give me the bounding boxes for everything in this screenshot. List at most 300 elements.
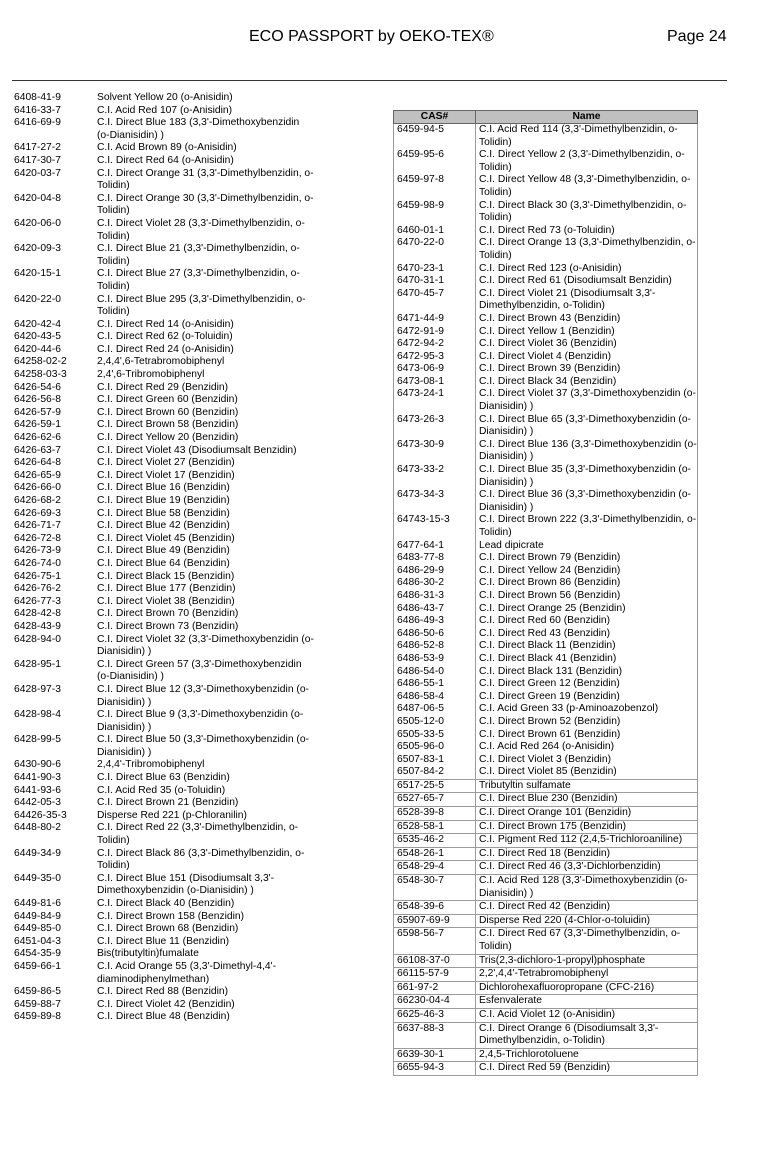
table-row [394,901,698,915]
list-item [14,822,314,847]
cas-number: 6486-43-7 [394,603,476,616]
cas-number: 6486-52-8 [394,640,476,653]
substance-name: C.I. Direct Violet 17 (Benzidin) [97,469,235,481]
table-row [394,793,698,807]
substance-name: C.I. Acid Violet 12 (o-Anisidin) [476,1008,698,1022]
substance-name: C.I. Direct Brown 68 (Benzidin) [97,923,239,935]
substance-name: C.I. Direct Violet 21 (Disodiumsalt 3,3'-Dimethylbenzidin, o-Tolidin) [476,288,698,313]
page-number: Page 24 [667,28,727,45]
substance-name: Tris(2,3-dichloro-1-propyl)phosphate [476,954,698,968]
cas-number: 6598-56-7 [394,928,476,954]
cas-number: 6473-24-1 [394,388,476,413]
cas-number: 6505-96-0 [394,741,476,754]
list-item [14,986,314,999]
substance-name: C.I. Direct Black 41 (Benzidin) [476,653,698,666]
substance-name: C.I. Direct Brown 73 (Benzidin) [97,620,239,632]
substance-name: C.I. Direct Black 86 (3,3'-Dimethylbenzidin, o-Tolidin) [97,847,305,872]
substance-name: C.I. Direct Violet 32 (3,3'-Dimethoxybenzidin (o-Dianisidin) ) [97,633,314,658]
table-row [394,807,698,821]
list-item [14,243,314,268]
cas-number: 64258-02-2 [14,356,67,368]
table-row [394,968,698,982]
table-row [394,489,698,514]
substance-name: C.I. Direct Brown 222 (3,3'-Dimethylbenzidin, o-Tolidin) [476,514,698,539]
list-item [14,608,314,621]
substance-name: C.I. Direct Blue 27 (3,3'-Dimethylbenzidin, o-Tolidin) [97,268,300,292]
cas-number: 6426-63-7 [14,444,61,456]
cas-number: 6507-84-2 [394,766,476,779]
substance-name: C.I. Direct Orange 30 (3,3'-Dimethylbenzidin, o-Tolidin) [97,192,314,217]
cas-number: 6459-66-1 [14,960,61,972]
list-item [14,117,314,142]
substance-name: C.I. Acid Red 128 (3,3'-Dimethoxybenzidin (o-Dianisidin) ) [476,875,698,901]
substance-name: C.I. Direct Brown 52 (Benzidin) [476,716,698,729]
cas-number: 6459-95-6 [394,149,476,174]
substance-name: C.I. Direct Blue 50 (3,3'-Dimethoxybenzidin (o-Dianisidin) ) [97,734,309,758]
substance-name: C.I. Direct Brown 61 (Benzidin) [476,729,698,742]
cas-number: 6459-88-7 [14,998,61,1010]
list-item [14,571,314,584]
table-row [394,703,698,716]
substance-name: C.I. Direct Black 11 (Benzidin) [476,640,698,653]
substance-name: C.I. Acid Brown 89 (o-Anisidin) [97,142,237,154]
cas-number: 6420-04-8 [14,192,61,204]
substance-name: C.I. Direct Green 19 (Benzidin) [476,691,698,704]
substance-name: C.I. Acid Green 33 (p-Aminoazobenzol) [476,703,698,716]
substance-name: Dichlorohexafluoropropane (CFC-216) [476,981,698,995]
list-item [14,482,314,495]
substance-name: C.I. Direct Black 15 (Benzidin) [97,570,235,582]
substance-name: C.I. Direct Red 62 (o-Toluidin) [97,331,233,343]
substance-name: C.I. Direct Blue 295 (3,3'-Dimethylbenzidin, o-Tolidin) [97,293,306,318]
table-row [394,275,698,288]
table-row [394,237,698,262]
table-row [394,628,698,641]
cas-number: 6625-46-3 [394,1008,476,1022]
table-row [394,716,698,729]
substance-name: C.I. Direct Red 61 (Disodiumsalt Benzidin) [476,275,698,288]
left-substance-list [14,92,314,1024]
substance-name: C.I. Direct Red 73 (o-Toluidin) [476,225,698,238]
substance-name: C.I. Direct Violet 4 (Benzidin) [476,351,698,364]
cas-number: 6486-30-2 [394,577,476,590]
cas-number: 6459-86-5 [14,986,61,998]
table-row [394,914,698,928]
cas-number: 6428-97-3 [14,683,61,695]
list-item [14,923,314,936]
table-row [394,666,698,679]
substance-name: C.I. Direct Blue 42 (Benzidin) [97,520,230,532]
cas-number: 6428-43-9 [14,620,61,632]
table-row [394,313,698,326]
list-item [14,419,314,432]
substance-name: C.I. Direct Blue 48 (Benzidin) [97,1011,230,1023]
substance-name: C.I. Direct Red 42 (Benzidin) [476,901,698,915]
list-item [14,734,314,759]
cas-number: 6548-39-6 [394,901,476,915]
substance-name: C.I. Acid Red 107 (o-Anisidin) [97,104,233,116]
cas-number: 6426-59-1 [14,419,61,431]
header-divider [12,80,727,81]
table-row [394,263,698,276]
list-item [14,168,314,193]
table-header-row [394,111,698,124]
list-item [14,558,314,571]
table-row [394,174,698,199]
list-item [14,432,314,445]
substance-name: C.I. Direct Violet 36 (Benzidin) [476,338,698,351]
list-item [14,596,314,609]
cas-number: 6505-33-5 [394,729,476,742]
cas-number: 6454-35-9 [14,948,61,960]
list-item [14,331,314,344]
table-row [394,388,698,413]
cas-number: 6486-58-4 [394,691,476,704]
cas-number: 6426-69-3 [14,507,61,519]
substance-name: C.I. Direct Red 14 (o-Anisidin) [97,318,234,330]
list-item [14,961,314,986]
list-item [14,785,314,798]
cas-number: 6426-66-0 [14,482,61,494]
table-row [394,847,698,861]
table-row [394,954,698,968]
cas-number: 6449-35-0 [14,872,61,884]
cas-number: 6408-41-9 [14,92,61,103]
list-item [14,634,314,659]
cas-number: 6470-45-7 [394,288,476,313]
cas-number: 6420-06-0 [14,217,61,229]
cas-number: 6528-58-1 [394,820,476,834]
substance-name: C.I. Direct Red 88 (Benzidin) [97,986,229,998]
list-item [14,356,314,369]
list-item [14,999,314,1012]
substance-name: C.I. Direct Black 30 (3,3'-Dimethylbenzidin, o-Tolidin) [476,200,698,225]
cas-number: 6426-77-3 [14,595,61,607]
cas-number: 6426-71-7 [14,520,61,532]
list-item [14,268,314,293]
right-substance-table [393,110,698,1076]
cas-number: 6441-90-3 [14,772,61,784]
cas-number: 6459-89-8 [14,1011,61,1023]
substance-name: C.I. Direct Blue 151 (Disodiumsalt 3,3'-Dimethoxybenzidin (o-Dianisidin) ) [97,872,275,897]
substance-name: C.I. Direct Red 43 (Benzidin) [476,628,698,641]
cas-number: 6473-33-2 [394,464,476,489]
cas-number: 6426-72-8 [14,532,61,544]
substance-name: C.I. Direct Brown 43 (Benzidin) [476,313,698,326]
table-row [394,288,698,313]
table-row [394,640,698,653]
substance-name: C.I. Direct Orange 13 (3,3'-Dimethylbenzidin, o-Tolidin) [476,237,698,262]
cas-number: 6428-98-4 [14,709,61,721]
substance-name: C.I. Direct Red 59 (Benzidin) [476,1062,698,1076]
substance-name: Disperse Red 221 (p-Chloranilin) [97,809,247,821]
list-item [14,621,314,634]
substance-name: C.I. Acid Red 114 (3,3'-Dimethylbenzidin, o-Tolidin) [476,124,698,150]
cas-number: 6470-31-1 [394,275,476,288]
substance-name: C.I. Direct Blue 58 (Benzidin) [97,507,230,519]
cas-number: 6527-65-7 [394,793,476,807]
substance-name: C.I. Direct Black 40 (Benzidin) [97,898,235,909]
cas-number: 6486-49-3 [394,615,476,628]
list-item [14,772,314,785]
substance-name: 2,4',6-Tribromobiphenyl [97,369,205,381]
cas-number: 6426-62-6 [14,432,61,444]
cas-number: 6473-34-3 [394,489,476,514]
table-row [394,577,698,590]
substance-name: C.I. Direct Blue 12 (3,3'-Dimethoxybenzidin (o-Dianisidin) ) [97,683,309,708]
substance-name: C.I. Direct Blue 9 (3,3'-Dimethoxybenzidin (o-Dianisidin) ) [97,709,304,733]
substance-name: C.I. Direct Orange 6 (Disodiumsalt 3,3'-Dimethylbenzidin, o-Tolidin) [476,1022,698,1048]
substance-name: C.I. Direct Blue 21 (3,3'-Dimethylbenzidin, o-Tolidin) [97,243,300,267]
table-row [394,439,698,464]
list-item [14,407,314,420]
list-item [14,218,314,243]
cas-number: 6535-46-2 [394,834,476,848]
substance-name: C.I. Direct Blue 177 (Benzidin) [97,583,236,595]
table-row [394,981,698,995]
table-row [394,691,698,704]
list-item [14,659,314,684]
substance-name: C.I. Direct Red 123 (o-Anisidin) [476,263,698,276]
substance-name: C.I. Direct Brown 21 (Benzidin) [97,797,239,809]
substance-name: C.I. Direct Violet 42 (Benzidin) [97,998,235,1010]
cas-number: 6639-30-1 [394,1048,476,1062]
cas-number: 6448-80-2 [14,822,61,834]
cas-number: 6426-68-2 [14,495,61,506]
substance-name: Tributyltin sulfamate [476,779,698,793]
cas-number: 6426-64-8 [14,457,61,469]
substance-name: C.I. Direct Brown 79 (Benzidin) [476,552,698,565]
list-item [14,583,314,596]
substance-name: C.I. Direct Blue 230 (Benzidin) [476,793,698,807]
list-item [14,394,314,407]
table-row [394,200,698,225]
name-column-header: Name [476,111,698,124]
cas-number: 6449-85-0 [14,923,61,935]
table-row [394,741,698,754]
cas-number: 6473-08-1 [394,376,476,389]
cas-number: 64258-03-3 [14,369,67,381]
cas-number: 6442-05-3 [14,797,61,809]
substance-name: 2,2',4,4'-Tetrabromobiphenyl [476,968,698,982]
cas-number: 6548-30-7 [394,875,476,901]
cas-number: 6548-29-4 [394,861,476,875]
substance-name: Disperse Red 220 (4-Chlor-o-toluidin) [476,914,698,928]
cas-number: 6426-56-8 [14,394,61,406]
cas-number: 6548-26-1 [394,847,476,861]
cas-number: 6637-88-3 [394,1022,476,1048]
table-row [394,820,698,834]
cas-number: 6428-42-8 [14,608,61,620]
cas-number: 6420-22-0 [14,293,61,305]
cas-number: 6477-64-1 [394,540,476,553]
substance-name: Solvent Yellow 20 (o-Anisidin) [97,92,233,103]
list-item [14,684,314,709]
list-item [14,797,314,810]
substance-name: C.I. Direct Red 67 (3,3'-Dimethylbenzidin, o-Tolidin) [476,928,698,954]
table-row [394,225,698,238]
substance-name: C.I. Direct Blue 183 (3,3'-Dimethoxybenzidin (o-Dianisidin) ) [97,117,300,141]
cas-number: 6426-73-9 [14,545,61,557]
list-item [14,382,314,395]
substance-name: C.I. Direct Brown 56 (Benzidin) [476,590,698,603]
table-row [394,875,698,901]
cas-number: 6428-95-1 [14,658,61,670]
cas-number: 6459-94-5 [394,124,476,150]
cas-number: 6472-94-2 [394,338,476,351]
cas-number: 6487-06-5 [394,703,476,716]
list-item [14,319,314,332]
cas-number: 6441-93-6 [14,784,61,796]
substance-name: C.I. Acid Orange 55 (3,3'-Dimethyl-4,4'-diaminodiphenylmethan) [97,960,277,985]
cas-number: 6428-99-5 [14,734,61,746]
cas-number: 6505-12-0 [394,716,476,729]
substance-name: C.I. Direct Red 64 (o-Anisidin) [97,154,234,166]
substance-name: C.I. Direct Blue 19 (Benzidin) [97,495,230,506]
substance-name: C.I. Direct Black 131 (Benzidin) [476,666,698,679]
cas-number: 6420-15-1 [14,268,61,280]
table-row [394,540,698,553]
table-row [394,729,698,742]
list-item [14,92,314,105]
table-row [394,565,698,578]
substance-name: C.I. Direct Violet 85 (Benzidin) [476,766,698,779]
cas-number: 6471-44-9 [394,313,476,326]
substance-name: C.I. Direct Yellow 2 (3,3'-Dimethylbenzidin, o-Tolidin) [476,149,698,174]
list-item [14,948,314,961]
cas-number: 66230-04-4 [394,995,476,1009]
list-item [14,936,314,949]
substance-name: C.I. Direct Red 29 (Benzidin) [97,381,229,393]
substance-name: C.I. Direct Blue 35 (3,3'-Dimethoxybenzidin (o-Dianisidin) ) [476,464,698,489]
cas-number: 6426-74-0 [14,557,61,569]
cas-number: 6420-09-3 [14,243,61,255]
substance-name: C.I. Direct Blue 64 (Benzidin) [97,557,230,569]
cas-number: 6473-06-9 [394,363,476,376]
substance-name: Bis(tributyltin)fumalate [97,948,199,960]
substance-name: C.I. Direct Blue 36 (3,3'-Dimethoxybenzidin (o-Dianisidin) ) [476,489,698,514]
cas-number: 6486-55-1 [394,678,476,691]
substance-name: C.I. Direct Black 34 (Benzidin) [476,376,698,389]
substance-name: C.I. Direct Violet 3 (Benzidin) [476,754,698,767]
substance-name: C.I. Pigment Red 112 (2,4,5-Trichloroaniline) [476,834,698,848]
table-row [394,1022,698,1048]
list-item [14,545,314,558]
cas-number: 6449-34-9 [14,847,61,859]
substance-name: C.I. Direct Brown 39 (Benzidin) [476,363,698,376]
cas-number: 6420-03-7 [14,167,61,179]
substance-name: C.I. Direct Yellow 48 (3,3'-Dimethylbenzidin, o-Tolidin) [476,174,698,199]
list-item [14,848,314,873]
substance-name: C.I. Direct Blue 136 (3,3'-Dimethoxybenzidin (o-Dianisidin) ) [476,439,698,464]
table-row [394,754,698,767]
cas-number: 6416-69-9 [14,117,61,129]
table-row [394,766,698,779]
cas-number: 6486-54-0 [394,666,476,679]
cas-number: 6417-27-2 [14,142,61,154]
substance-name: Lead dipicrate [476,540,698,553]
table-row [394,149,698,174]
substance-name: C.I. Direct Brown 175 (Benzidin) [476,820,698,834]
substance-name: C.I. Direct Blue 11 (Benzidin) [97,935,230,947]
cas-number: 6460-01-1 [394,225,476,238]
substance-name: C.I. Direct Red 46 (3,3'-Dichlorbenzidin) [476,861,698,875]
substance-name: C.I. Direct Green 60 (Benzidin) [97,394,238,406]
table-row [394,590,698,603]
cas-number: 6486-29-9 [394,565,476,578]
substance-name: C.I. Direct Red 60 (Benzidin) [476,615,698,628]
cas-number: 6470-22-0 [394,237,476,262]
substance-name: C.I. Direct Blue 63 (Benzidin) [97,772,230,784]
substance-name: C.I. Direct Yellow 24 (Benzidin) [476,565,698,578]
list-item [14,369,314,382]
cas-number: 6426-57-9 [14,406,61,418]
list-item [14,495,314,508]
table-row [394,834,698,848]
table-row [394,678,698,691]
list-item [14,344,314,357]
table-row [394,1062,698,1076]
table-row [394,653,698,666]
substance-name: 2,4,5-Trichlorotoluene [476,1048,698,1062]
substance-name: 2,4,4',6-Tetrabromobiphenyl [97,356,225,368]
list-item [14,533,314,546]
list-item [14,457,314,470]
substance-name: C.I. Direct Brown 60 (Benzidin) [97,406,239,418]
substance-name: C.I. Direct Blue 16 (Benzidin) [97,482,230,494]
cas-number: 6472-91-9 [394,326,476,339]
cas-number: 66115-57-9 [394,968,476,982]
table-row [394,552,698,565]
substance-name: C.I. Direct Blue 65 (3,3'-Dimethoxybenzidin (o-Dianisidin) ) [476,414,698,439]
substance-name: C.I. Direct Brown 70 (Benzidin) [97,608,239,620]
substance-name: C.I. Direct Red 24 (o-Anisidin) [97,343,234,355]
table-row [394,861,698,875]
cas-number: 6420-43-5 [14,331,61,343]
cas-number: 6426-54-6 [14,381,61,393]
substance-name: C.I. Direct Violet 28 (3,3'-Dimethylbenzidin, o-Tolidin) [97,217,305,242]
substance-name: Esfenvalerate [476,995,698,1009]
cas-number: 6459-98-9 [394,200,476,225]
substance-name: C.I. Direct Violet 37 (3,3'-Dimethoxybenzidin (o-Dianisidin) ) [476,388,698,413]
cas-number: 6426-75-1 [14,570,61,582]
list-item [14,155,314,168]
cas-number: 6486-31-3 [394,590,476,603]
list-item [14,1011,314,1024]
list-item [14,470,314,483]
cas-number: 6426-65-9 [14,469,61,481]
table-row [394,376,698,389]
substance-name: 2,4,4'-Tribromobiphenyl [97,759,205,771]
substance-name: C.I. Direct Blue 49 (Benzidin) [97,545,230,557]
table-row [394,363,698,376]
substance-name: C.I. Direct Violet 45 (Benzidin) [97,532,235,544]
substance-name: C.I. Direct Violet 27 (Benzidin) [97,457,235,469]
cas-number: 6486-53-9 [394,653,476,666]
table-row [394,351,698,364]
table-row [394,464,698,489]
substance-name: C.I. Direct Yellow 1 (Benzidin) [476,326,698,339]
cas-number: 6426-76-2 [14,583,61,595]
cas-number: 6449-84-9 [14,910,61,922]
cas-number: 6473-30-9 [394,439,476,464]
list-item [14,294,314,319]
substance-name: C.I. Direct Red 22 (3,3'-Dimethylbenzidin, o-Tolidin) [97,822,299,847]
list-item [14,759,314,772]
list-item [14,709,314,734]
cas-number: 6473-26-3 [394,414,476,439]
cas-column-header: CAS# [394,111,476,124]
